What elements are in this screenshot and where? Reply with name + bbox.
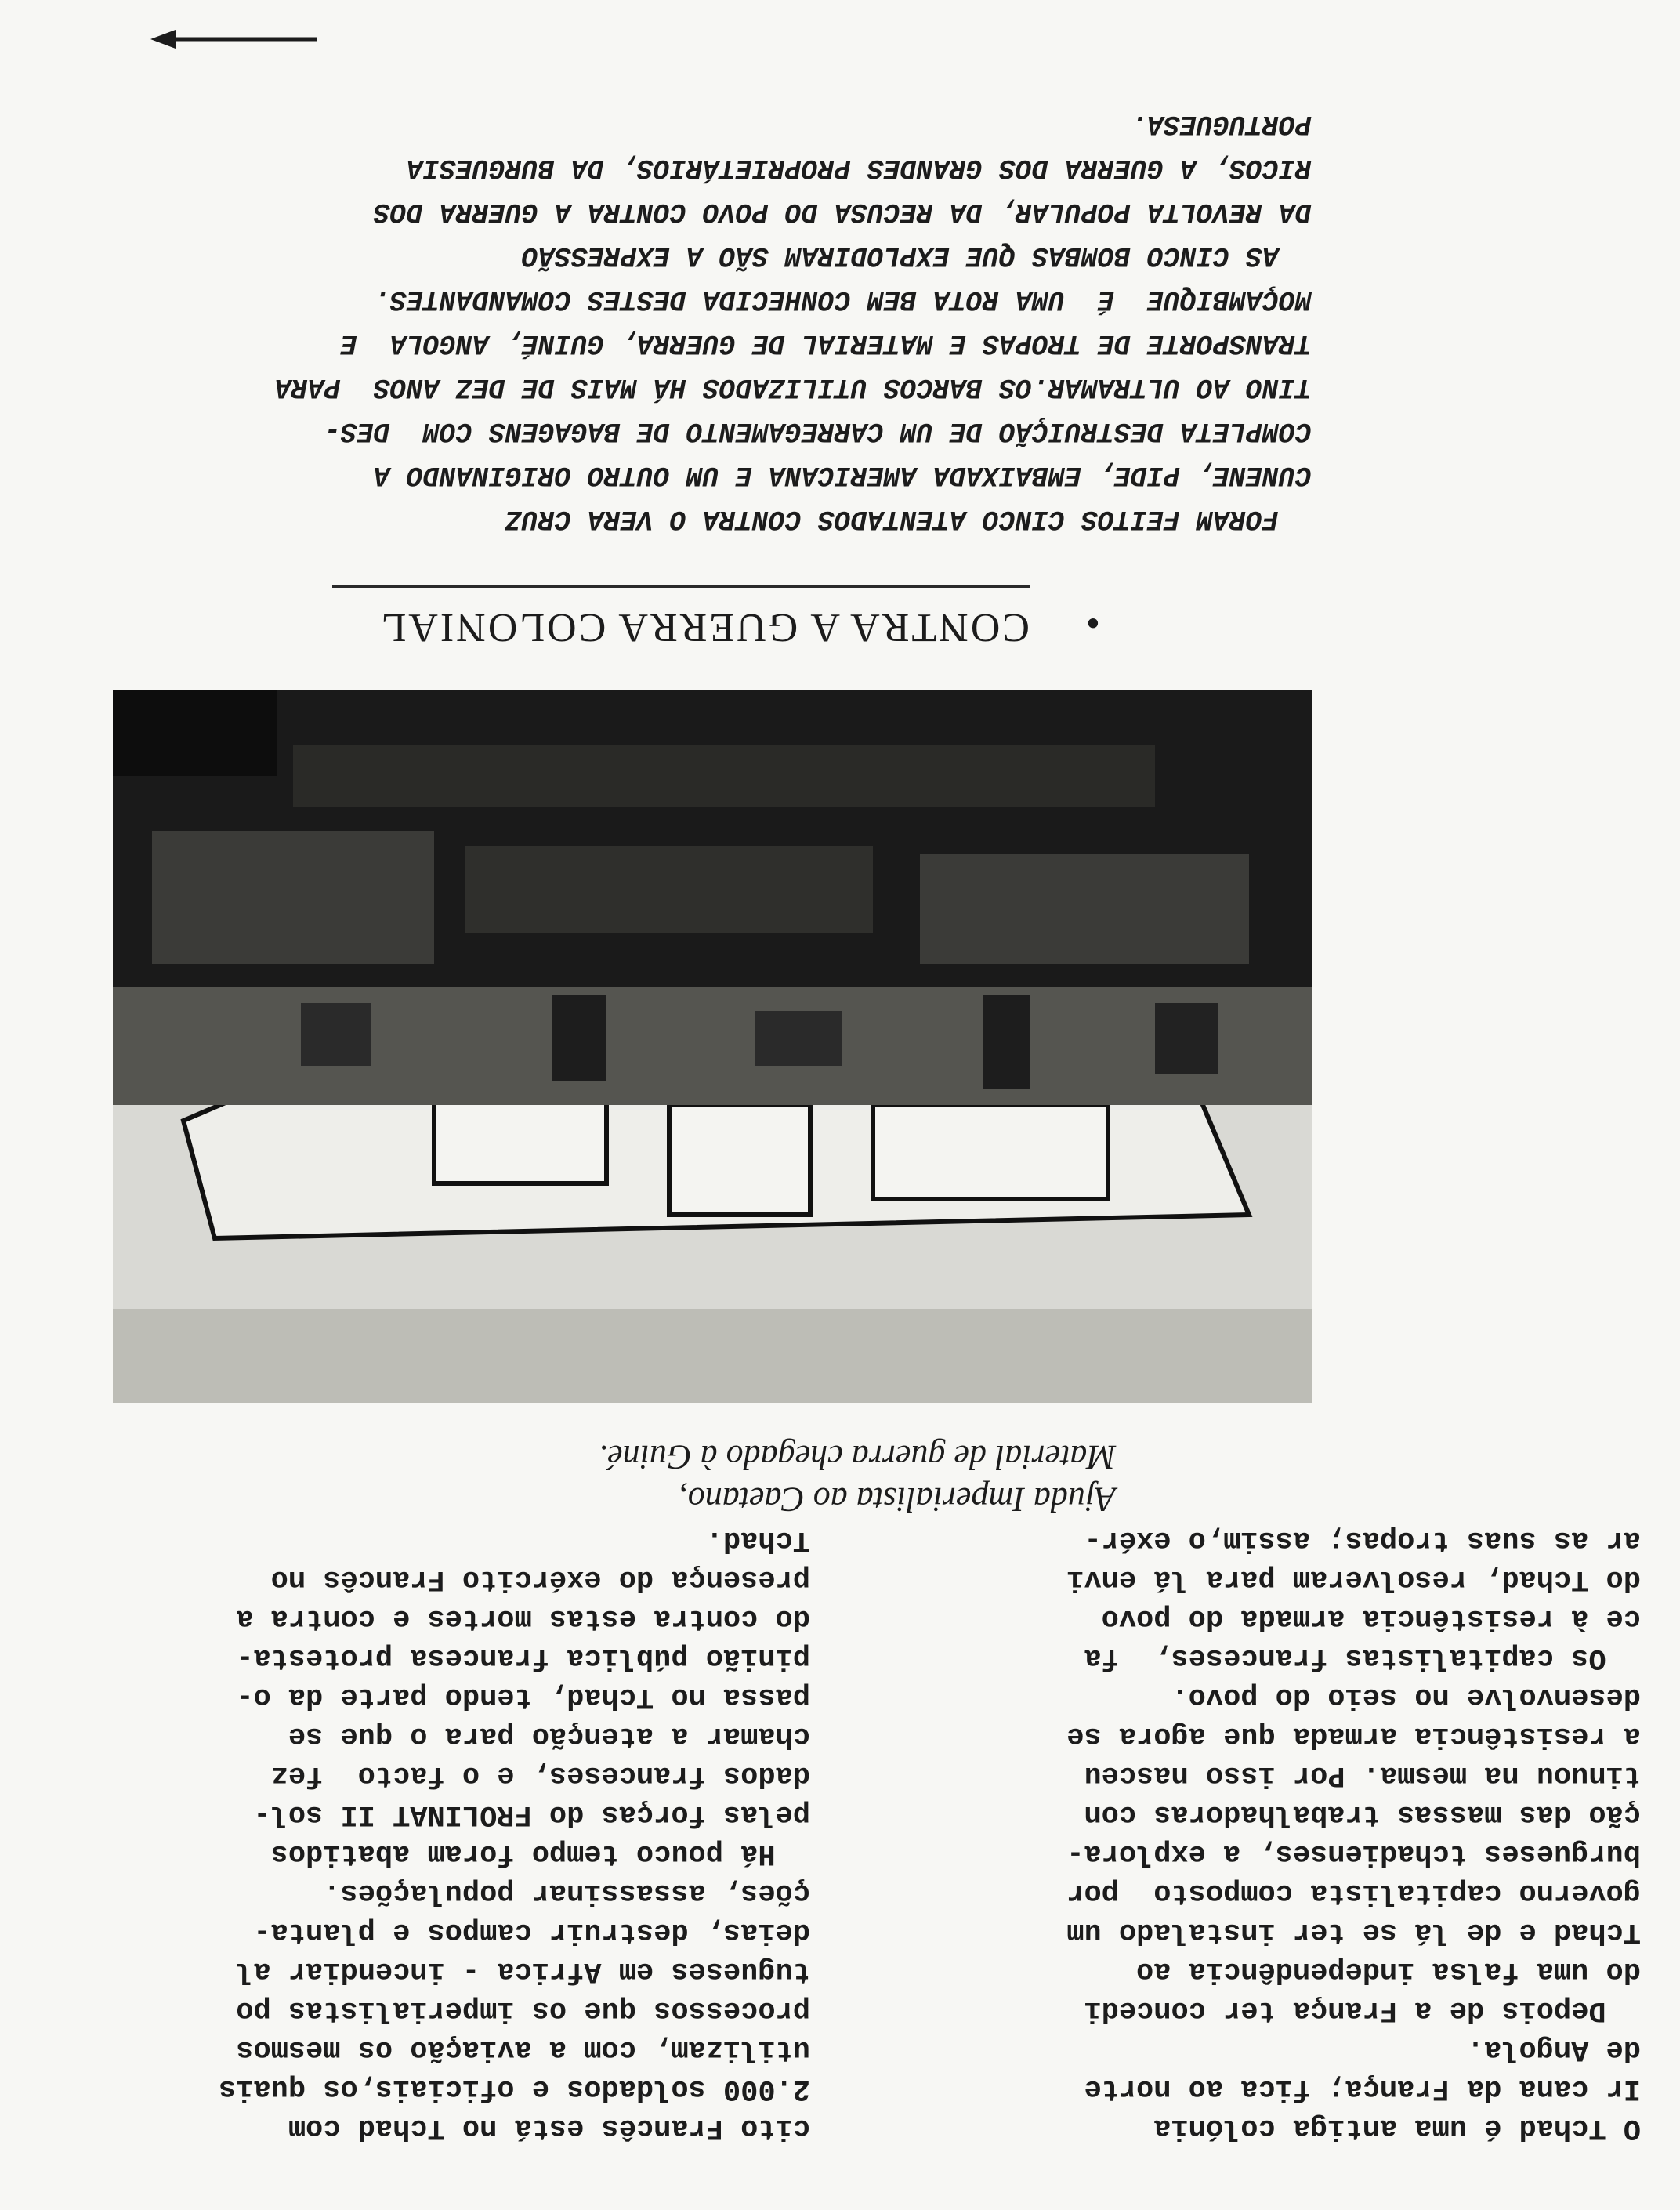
line: tinuou na mesma. Por isso nasceu bbox=[1084, 1759, 1641, 1792]
line: Ir cana da França; fica ao norte bbox=[1084, 2072, 1641, 2105]
line: cito Francês está no Tchad com bbox=[288, 2111, 810, 2144]
line: DA REVOLTA POPULAR, DA RECUSA DO POVO CONTRA A GUERRA DOS bbox=[373, 196, 1312, 227]
line: TRANSPORTE DE TROPAS E MATERIAL DE GUERRA, GUINÉ, ANGOLA E bbox=[340, 328, 1312, 359]
line: Tchad e de lá se ter instalado um bbox=[1066, 1915, 1641, 1948]
line: Depois de a França ter concedi bbox=[1084, 1994, 1641, 2027]
line: FORAM FEITOS CINCO ATENTADOS CONTRA O VERA CRUZ bbox=[505, 503, 1312, 534]
caption-line-1: Ajuda Imperialista ao Caetano, bbox=[679, 1480, 1116, 1519]
line: AS CINCO BOMBAS QUE EXPLODIRAM SÃO A EXPRESSÃO bbox=[521, 240, 1312, 271]
column-right-text bbox=[58, 1520, 810, 2147]
line: ce à resistência armada do povo bbox=[1101, 1602, 1641, 1635]
line: 2.000 soldados e oficiais,os quais bbox=[219, 2072, 810, 2105]
line: Há pouco tempo foram abatidos bbox=[270, 1837, 810, 1870]
line: MOÇAMBIQUE É UMA ROTA BEM CONHECIDA DESTES COMANDANTES. bbox=[373, 284, 1312, 315]
line: O Tchad é uma antiga colónia bbox=[1153, 2111, 1641, 2144]
line: do Tchad, resolveram para lá envi bbox=[1066, 1563, 1641, 1596]
line: PORTUGUESA. bbox=[1130, 108, 1312, 139]
line: utilizam, com a aviação os mesmos bbox=[236, 2033, 810, 2066]
line: a resistência armada que agora se bbox=[1066, 1719, 1641, 1752]
line: burgueses tchadienses, a explora- bbox=[1066, 1837, 1641, 1870]
line: processos que os imperialistas po bbox=[236, 1994, 810, 2027]
line: Tchad. bbox=[705, 1523, 810, 1556]
line: do uma falsa independência ao bbox=[1136, 1955, 1641, 1987]
line: dados franceses, e o facto fez bbox=[270, 1759, 810, 1792]
headline-underline bbox=[332, 585, 1030, 588]
line: de Angola. bbox=[1466, 2033, 1641, 2066]
headline-bullet: • bbox=[1085, 600, 1100, 645]
warship-photo bbox=[113, 690, 1312, 1403]
line: CUNENE, PIDE, EMBAIXADA AMERICANA E UM OUTRO ORIGINANDO A bbox=[373, 459, 1312, 491]
line: pelas forças do FROLINAT II sol- bbox=[253, 1798, 810, 1831]
line: TINO AO ULTRAMAR.OS BARCOS UTILIZADOS HÁ MAIS DE DEZ ANOS PARA bbox=[274, 371, 1312, 403]
article-body bbox=[27, 102, 1312, 541]
line: chamar a atenção para o que se bbox=[288, 1719, 810, 1752]
line: presença do exército Francês no bbox=[270, 1563, 810, 1596]
photo-caption bbox=[254, 1436, 1116, 1520]
line: pinião pública francesa protesta- bbox=[236, 1641, 810, 1674]
line: deias, destruir campos e planta- bbox=[253, 1915, 810, 1948]
section-headline: CONTRA A GUERRA COLONIAL bbox=[378, 605, 1030, 650]
line: ar as suas tropas; assim,o exér- bbox=[1084, 1523, 1641, 1556]
line: tugueses em Africa - incendiar al bbox=[236, 1955, 810, 1987]
line: ção das massas trabalhadoras con bbox=[1084, 1798, 1641, 1831]
line: do contra estas mortes e contra a bbox=[236, 1602, 810, 1635]
line: Os capitalistas franceses, fa bbox=[1084, 1641, 1641, 1674]
caption-line-2: Material de guerra chegado à Guiné. bbox=[599, 1438, 1116, 1476]
line: governo capitalista composto por bbox=[1066, 1876, 1641, 1909]
line: COMPLETA DESTRUIÇÃO DE UM CARREGAMENTO DE BAGAGENS COM DES- bbox=[324, 415, 1312, 447]
line: desenvolve no seio do povo. bbox=[1171, 1680, 1641, 1713]
line: ções, assassinar populações. bbox=[323, 1876, 810, 1909]
arrow-icon bbox=[144, 27, 317, 51]
line: passa no Tchad, tendo parte da o- bbox=[236, 1680, 810, 1713]
column-left-text bbox=[889, 1520, 1641, 2147]
line: RICOS, A GUERRA DOS GRANDES PROPRIETÁRIOS, DA BURGUESIA bbox=[406, 152, 1312, 183]
